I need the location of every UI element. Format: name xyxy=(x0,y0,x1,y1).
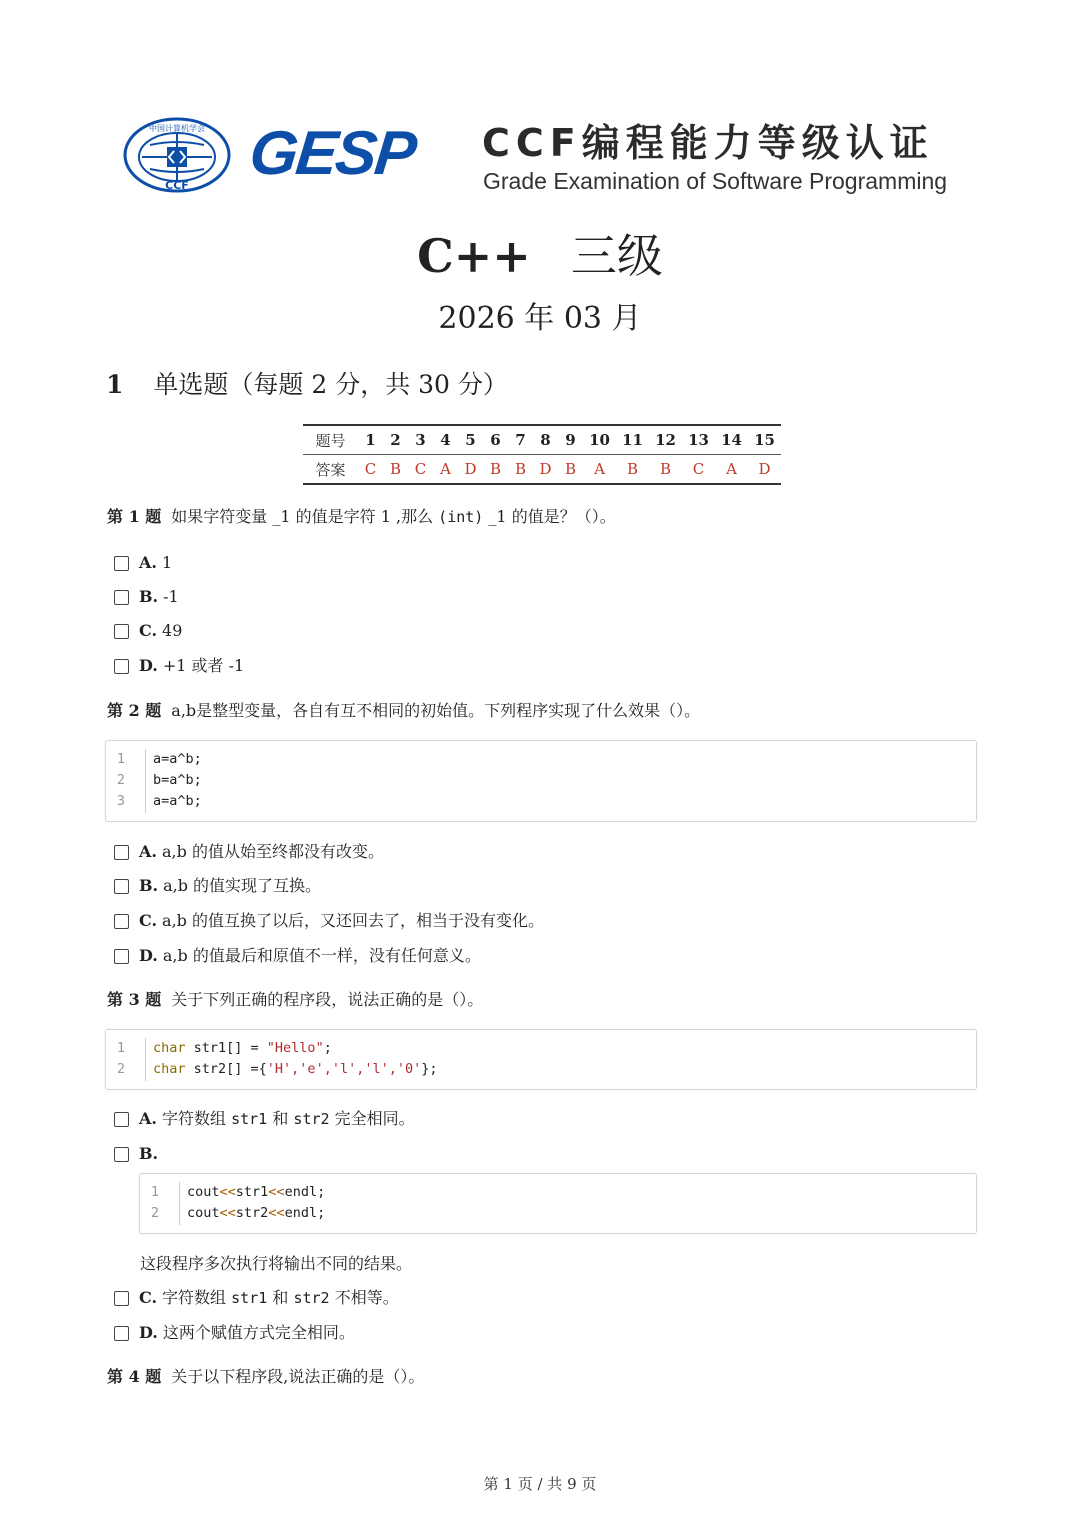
code-fragment: endl; xyxy=(284,1184,326,1200)
answer-table xyxy=(303,424,781,485)
question-2-label: 第 2 题 xyxy=(107,701,162,720)
code-fragment: str2[] ={ xyxy=(185,1061,267,1077)
question-number-cell: 9 xyxy=(558,425,583,455)
option-letter: A. xyxy=(139,1109,157,1128)
operator: << xyxy=(268,1184,285,1200)
option-text: 不相等。 xyxy=(334,1288,399,1307)
checkbox[interactable] xyxy=(114,1291,129,1306)
option-text: 这两个赋值方式完全相同。 xyxy=(162,1323,355,1342)
checkbox[interactable] xyxy=(114,624,129,639)
answer-cell: C xyxy=(692,460,705,478)
option-text: -1 xyxy=(163,587,179,606)
answer-cell: C xyxy=(364,460,377,478)
q3-option-b[interactable] xyxy=(114,1142,163,1166)
seal-abbr: CCF xyxy=(165,179,189,192)
code-text: b=a^b; xyxy=(153,772,202,788)
question-number-label: 题号 xyxy=(303,425,358,455)
code-fragment: ; xyxy=(323,1040,332,1056)
checkbox[interactable] xyxy=(114,845,129,860)
code-text: a=a^b; xyxy=(153,751,202,767)
line-number: 1 xyxy=(150,1184,160,1200)
line-number: 1 xyxy=(116,1040,126,1056)
question-number-cell: 14 xyxy=(715,425,748,455)
gesp-logo: GESP xyxy=(246,119,418,188)
answer-cell: B xyxy=(626,460,639,478)
question-4-label: 第 4 题 xyxy=(107,1367,162,1386)
question-3 xyxy=(107,988,483,1012)
section-heading xyxy=(106,366,508,404)
question-4-text: 关于以下程序段,说法正确的是（）。 xyxy=(171,1367,425,1386)
q2-option-a[interactable] xyxy=(114,840,384,864)
exam-title xyxy=(0,226,1080,286)
q3-option-c[interactable] xyxy=(114,1286,399,1310)
option-text: 字符数组 xyxy=(161,1109,226,1128)
code-fragment: cout xyxy=(187,1205,220,1221)
question-1-code: (int) xyxy=(438,508,484,526)
question-2 xyxy=(107,699,700,723)
option-text: 49 xyxy=(162,621,183,640)
line-number: 2 xyxy=(150,1205,160,1221)
answer-cell: B xyxy=(389,460,402,478)
option-text: +1 或者 -1 xyxy=(162,656,245,675)
option-letter: C. xyxy=(139,1288,158,1307)
answer-cell: B xyxy=(659,460,672,478)
question-number-cell: 4 xyxy=(433,425,458,455)
question-number-cell: 3 xyxy=(408,425,433,455)
question-number-cell: 10 xyxy=(583,425,616,455)
answer-cell: D xyxy=(464,460,477,478)
question-2-text: a,b是整型变量，各自有互不相同的初始值。下列程序实现了什么效果（）。 xyxy=(171,701,701,720)
answer-cell: D xyxy=(539,460,552,478)
q3-option-a[interactable] xyxy=(114,1107,415,1131)
code-text xyxy=(153,1059,438,1080)
q3-option-b-code-block xyxy=(139,1173,977,1234)
line-number: 1 xyxy=(116,751,126,767)
answer-table-number-row xyxy=(303,425,781,455)
answer-cell: A xyxy=(440,460,451,478)
string-literal: 'H','e','l','l','0' xyxy=(266,1061,422,1077)
option-letter: D. xyxy=(139,946,158,965)
question-number-cell: 5 xyxy=(458,425,483,455)
section-number: 1 xyxy=(106,370,124,399)
code-text: a=a^b; xyxy=(153,793,202,809)
option-text: a,b 的值互换了以后，又还回去了，相当于没有变化。 xyxy=(162,911,544,930)
option-text: a,b 的值实现了互换。 xyxy=(163,876,322,895)
code-fragment: str1[] = xyxy=(185,1040,267,1056)
checkbox[interactable] xyxy=(114,659,129,674)
checkbox[interactable] xyxy=(114,556,129,571)
answer-cell: B xyxy=(564,460,577,478)
code-fragment: str2 xyxy=(235,1205,269,1221)
question-3-label: 第 3 题 xyxy=(107,990,162,1009)
option-letter: C. xyxy=(139,911,158,930)
option-letter: D. xyxy=(139,656,158,675)
question-number-cell: 15 xyxy=(748,425,781,455)
answer-table-answer-row xyxy=(303,455,781,485)
q2-option-d[interactable] xyxy=(114,944,481,968)
q1-option-b[interactable] xyxy=(114,585,179,609)
q2-option-b[interactable] xyxy=(114,874,321,898)
exam-language: C++ xyxy=(417,229,531,283)
exam-date: 2026 年 03 月 xyxy=(438,301,642,336)
answer-cell: B xyxy=(514,460,527,478)
q1-option-c[interactable] xyxy=(114,619,182,643)
question-4 xyxy=(107,1365,424,1389)
option-letter: B. xyxy=(139,1144,159,1163)
option-text: a,b 的值从始至终都没有改变。 xyxy=(161,842,384,861)
question-3-text: 关于下列正确的程序段，说法正确的是（）。 xyxy=(171,990,484,1009)
option-code: str1 xyxy=(231,1289,268,1307)
checkbox[interactable] xyxy=(114,914,129,929)
q1-option-d[interactable] xyxy=(114,654,244,678)
option-letter: B. xyxy=(139,876,159,895)
option-code: str1 xyxy=(231,1110,268,1128)
question-number-cell: 11 xyxy=(616,425,649,455)
option-text: 字符数组 xyxy=(162,1288,227,1307)
question-1-text-b: _1 的值是？（）。 xyxy=(488,507,616,526)
code-gutter xyxy=(145,749,146,813)
q1-option-a[interactable] xyxy=(114,551,172,575)
q3-option-b-text: 这段程序多次执行将输出不同的结果。 xyxy=(140,1254,413,1273)
option-letter: A. xyxy=(139,842,157,861)
question-number-cell: 12 xyxy=(649,425,682,455)
code-fragment: str1 xyxy=(235,1184,269,1200)
code-fragment: cout xyxy=(187,1184,220,1200)
question-number-cell: 8 xyxy=(533,425,558,455)
question-1 xyxy=(107,505,616,529)
answer-label: 答案 xyxy=(315,460,346,479)
option-code: str2 xyxy=(293,1289,330,1307)
q3-code-block xyxy=(105,1029,977,1090)
q2-code-block xyxy=(105,740,977,822)
option-letter: D. xyxy=(139,1323,158,1342)
checkbox[interactable] xyxy=(114,1326,129,1341)
question-number-cell: 7 xyxy=(508,425,533,455)
question-number-cell: 13 xyxy=(682,425,715,455)
keyword: char xyxy=(153,1040,186,1056)
option-text: 1 xyxy=(161,553,173,572)
code-gutter xyxy=(145,1038,146,1081)
option-text: 完全相同。 xyxy=(334,1109,415,1128)
header-title: CCF编程能力等级认证 xyxy=(482,121,934,165)
q2-option-c[interactable] xyxy=(114,909,544,933)
checkbox[interactable] xyxy=(114,1112,129,1127)
code-text xyxy=(187,1182,325,1203)
option-code: str2 xyxy=(293,1110,330,1128)
operator: << xyxy=(219,1205,236,1221)
question-number-cell: 2 xyxy=(383,425,408,455)
ccf-seal-logo xyxy=(122,117,232,193)
exam-level: 三级 xyxy=(570,229,663,283)
option-letter: A. xyxy=(139,553,157,572)
checkbox[interactable] xyxy=(114,879,129,894)
answer-cell: D xyxy=(758,460,771,478)
checkbox[interactable] xyxy=(114,1147,129,1162)
page-footer: 第 1 页 / 共 9 页 xyxy=(483,1475,597,1493)
seal-text: 中国计算机学会 xyxy=(149,124,205,133)
q3-option-d[interactable] xyxy=(114,1321,355,1345)
answer-cell: B xyxy=(489,460,502,478)
header-subtitle: Grade Examination of Software Programming xyxy=(483,168,948,194)
checkbox[interactable] xyxy=(114,949,129,964)
line-number: 2 xyxy=(116,1061,126,1077)
answer-cell: A xyxy=(594,460,605,478)
code-fragment: }; xyxy=(421,1061,438,1077)
answer-cell: C xyxy=(414,460,427,478)
line-number: 2 xyxy=(116,772,126,788)
question-number-cell: 6 xyxy=(483,425,508,455)
option-text: 和 xyxy=(272,1288,289,1307)
option-text: 和 xyxy=(272,1109,289,1128)
answer-cell: A xyxy=(726,460,737,478)
question-number-cell: 1 xyxy=(358,425,383,455)
operator: << xyxy=(219,1184,236,1200)
code-text xyxy=(187,1203,325,1224)
question-1-text-a: 如果字符变量 _1 的值是字符 1 ,那么 xyxy=(171,507,434,526)
operator: << xyxy=(268,1205,285,1221)
section-title: 单选题（每题 2 分，共 30 分） xyxy=(153,370,508,399)
checkbox[interactable] xyxy=(114,590,129,605)
line-number: 3 xyxy=(116,793,126,809)
option-text: a,b 的值最后和原值不一样，没有任何意义。 xyxy=(162,946,481,965)
question-1-label: 第 1 题 xyxy=(107,507,162,526)
keyword: char xyxy=(153,1061,186,1077)
code-text xyxy=(153,1038,332,1059)
code-fragment: endl; xyxy=(284,1205,326,1221)
code-gutter xyxy=(179,1182,180,1225)
string-literal: "Hello" xyxy=(266,1040,324,1056)
option-letter: B. xyxy=(139,587,159,606)
option-letter: C. xyxy=(139,621,158,640)
